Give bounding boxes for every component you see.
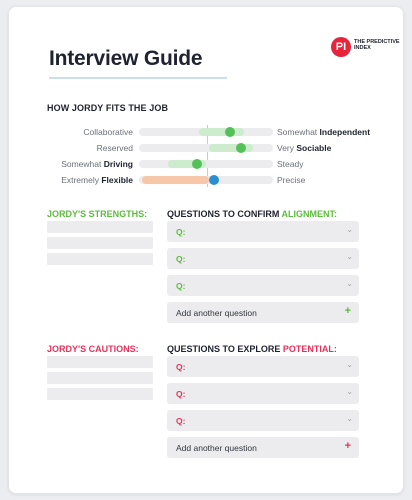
behavior-marker [236,143,246,153]
chevron-down-icon: ⌄ [346,252,353,261]
behavior-right-label [277,175,305,185]
caution-row [47,372,153,384]
add-question-button[interactable] [167,302,359,323]
question-dropdown[interactable] [167,221,359,242]
caution-row [47,388,153,400]
caution-row [47,356,153,368]
right-bold: Sociable [296,143,332,153]
chevron-down-icon: ⌄ [346,387,353,396]
behavior-range [142,176,209,184]
question-label: Q: [176,281,186,291]
strengths-heading-text: JORDY'S STRENGTHS: [47,209,148,219]
behavior-right-label [277,159,303,169]
behavior-row [9,175,403,185]
behavior-row [9,127,403,137]
confirm-heading-accent: ALIGNMENT: [281,209,338,219]
strength-row [47,221,153,233]
add-question-button[interactable] [167,437,359,458]
behavior-marker [192,159,202,169]
chevron-down-icon: ⌄ [346,360,353,369]
question-label: Q: [176,362,186,372]
behavior-left-label [61,175,133,185]
chevron-down-icon: ⌄ [346,279,353,288]
strength-row [47,237,153,249]
behavior-track [139,144,273,152]
left-plain: Collaborative [83,127,133,137]
strength-row [47,253,153,265]
right-plain: Steady [277,159,304,169]
right-plain: Somewhat [277,127,320,137]
explore-heading-accent: POTENTIAL: [282,344,337,354]
left-bold: Driving [103,159,133,169]
question-dropdown[interactable] [167,275,359,296]
question-label: Q: [176,227,186,237]
confirm-alignment-heading [167,209,337,219]
logo-text: THE PREDICTIVE INDEX [354,39,400,51]
cautions-heading-text: JORDY'S CAUTIONS: [47,344,139,354]
behavior-track [139,160,273,168]
fit-section-heading: HOW JORDY FITS THE JOB [47,103,169,113]
behavior-left-label [97,143,133,153]
page-title: Interview Guide [49,47,203,70]
behavior-track [139,176,273,184]
cautions-heading [47,344,139,354]
right-bold: Independent [319,127,371,137]
question-dropdown[interactable] [167,383,359,404]
explore-potential-heading [167,344,337,354]
left-plain: Reserved [96,143,133,153]
left-plain: Somewhat [61,159,104,169]
question-dropdown[interactable] [167,248,359,269]
add-question-label: Add another question [176,308,257,318]
behavior-track [139,128,273,136]
explore-heading-plain: QUESTIONS TO EXPLORE [167,344,283,354]
question-label: Q: [176,254,186,264]
confirm-heading-plain: QUESTIONS TO CONFIRM [167,209,282,219]
plus-icon: + [344,440,351,452]
behavior-left-label [83,127,133,137]
question-dropdown[interactable] [167,356,359,377]
chevron-down-icon: ⌄ [346,225,353,234]
interview-guide-card [8,6,404,494]
right-plain: Very [277,143,297,153]
left-bold: Flexible [101,175,133,185]
behavior-right-label [277,127,370,137]
behavior-left-label [61,159,133,169]
behavior-row [9,143,403,153]
question-dropdown[interactable] [167,410,359,431]
chevron-down-icon: ⌄ [346,414,353,423]
strengths-heading [47,209,147,219]
question-label: Q: [176,389,186,399]
behavior-range [209,144,253,152]
add-question-label: Add another question [176,443,257,453]
left-plain: Extremely [61,175,102,185]
behavior-marker [209,175,219,185]
behavior-range [199,128,243,136]
behavior-row [9,159,403,169]
question-label: Q: [176,416,186,426]
title-underline [49,77,227,79]
right-plain: Precise [277,175,306,185]
behavior-right-label [277,143,331,153]
pi-logo-icon: PI [331,37,351,57]
plus-icon: + [344,305,351,317]
